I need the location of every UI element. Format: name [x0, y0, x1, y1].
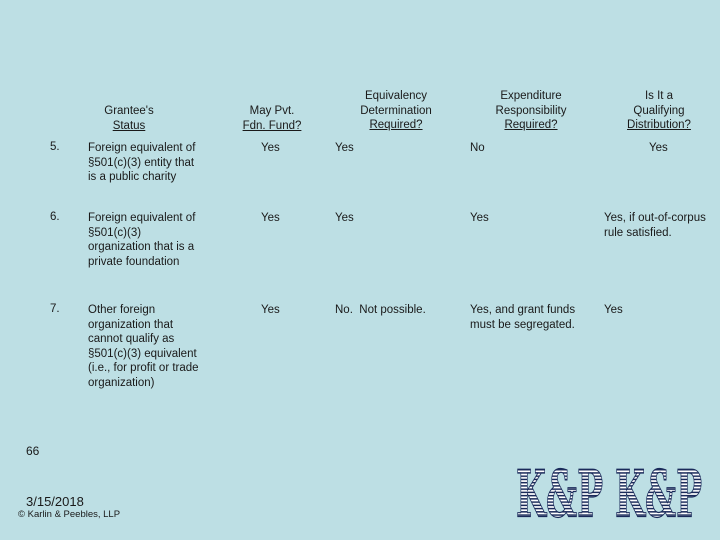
status-line: organization that [88, 318, 174, 331]
row-expenditure [470, 141, 485, 156]
row-expenditure [470, 303, 600, 332]
header-line: Grantee's [104, 105, 154, 117]
row-equivalency: Yes [335, 212, 354, 224]
footer-date: 3/15/2018 [26, 494, 84, 509]
header-line: Qualifying [633, 104, 685, 117]
qualifying-line: Yes [649, 142, 668, 154]
status-line: is a public charity [88, 171, 177, 183]
header-expenditure [478, 89, 584, 133]
header-line: Equivalency [364, 90, 427, 102]
expenditure-line: Yes, and grant funds [470, 304, 576, 316]
qualifying-line: Yes [604, 304, 623, 316]
status-line: organization) [88, 376, 155, 389]
header-line: Status [112, 119, 146, 132]
status-line: cannot qualify as [88, 333, 175, 345]
row-status [88, 141, 218, 185]
header-grantee-status [88, 104, 170, 133]
row-expenditure [470, 211, 489, 226]
row-number: 5. [50, 141, 60, 153]
status-line: Foreign equivalent of [88, 142, 196, 154]
status-line: §501(c)(3) [88, 226, 142, 239]
row-pvt-fund: Yes [261, 304, 280, 316]
header-line: Fdn. Fund? [242, 119, 302, 132]
row-pvt-fund: Yes [261, 212, 280, 224]
header-line: Responsibility [495, 104, 567, 117]
logo-mark: K&P K&P [516, 456, 702, 520]
page-number: 66 [26, 444, 40, 458]
header-line: Expenditure [500, 90, 562, 102]
status-line: §501(c)(3) entity that [88, 156, 195, 169]
header-pvt-fund [228, 104, 316, 133]
row-qualifying [649, 141, 668, 156]
header-line: May Pvt. [249, 105, 295, 117]
qualifying-line: Yes, if out-of-corpus [604, 212, 706, 224]
row-number: 6. [50, 211, 60, 223]
row-status [88, 211, 218, 269]
row-equivalency: No. Not possible. [335, 304, 426, 316]
status-line: Foreign equivalent of [88, 212, 196, 224]
header-equivalency [346, 89, 446, 133]
header-line: Distribution? [627, 119, 691, 131]
header-line: Is It a [644, 90, 674, 102]
footer-copyright: © Karlin & Peebles, LLP [18, 509, 121, 520]
row-number: 7. [50, 303, 60, 315]
status-line: §501(c)(3) equivalent [88, 347, 197, 360]
expenditure-line: Yes [470, 212, 489, 224]
header-line: Required? [504, 119, 558, 131]
header-line: Required? [369, 119, 423, 131]
expenditure-line: must be segregated. [470, 318, 575, 331]
row-pvt-fund: Yes [261, 142, 280, 154]
row-equivalency: Yes [335, 142, 354, 154]
row-qualifying [604, 211, 718, 240]
kp-logo [514, 456, 704, 520]
status-line: (i.e., for profit or trade [88, 362, 199, 374]
header-line: Determination [360, 104, 432, 117]
status-line: organization that is a [88, 241, 195, 253]
row-qualifying [604, 303, 623, 318]
qualifying-line: rule satisfied. [604, 226, 672, 239]
status-line: Other foreign [88, 304, 156, 316]
row-status [88, 303, 220, 390]
status-line: private foundation [88, 255, 180, 268]
header-qualifying [614, 89, 704, 133]
expenditure-line: No [470, 142, 485, 154]
